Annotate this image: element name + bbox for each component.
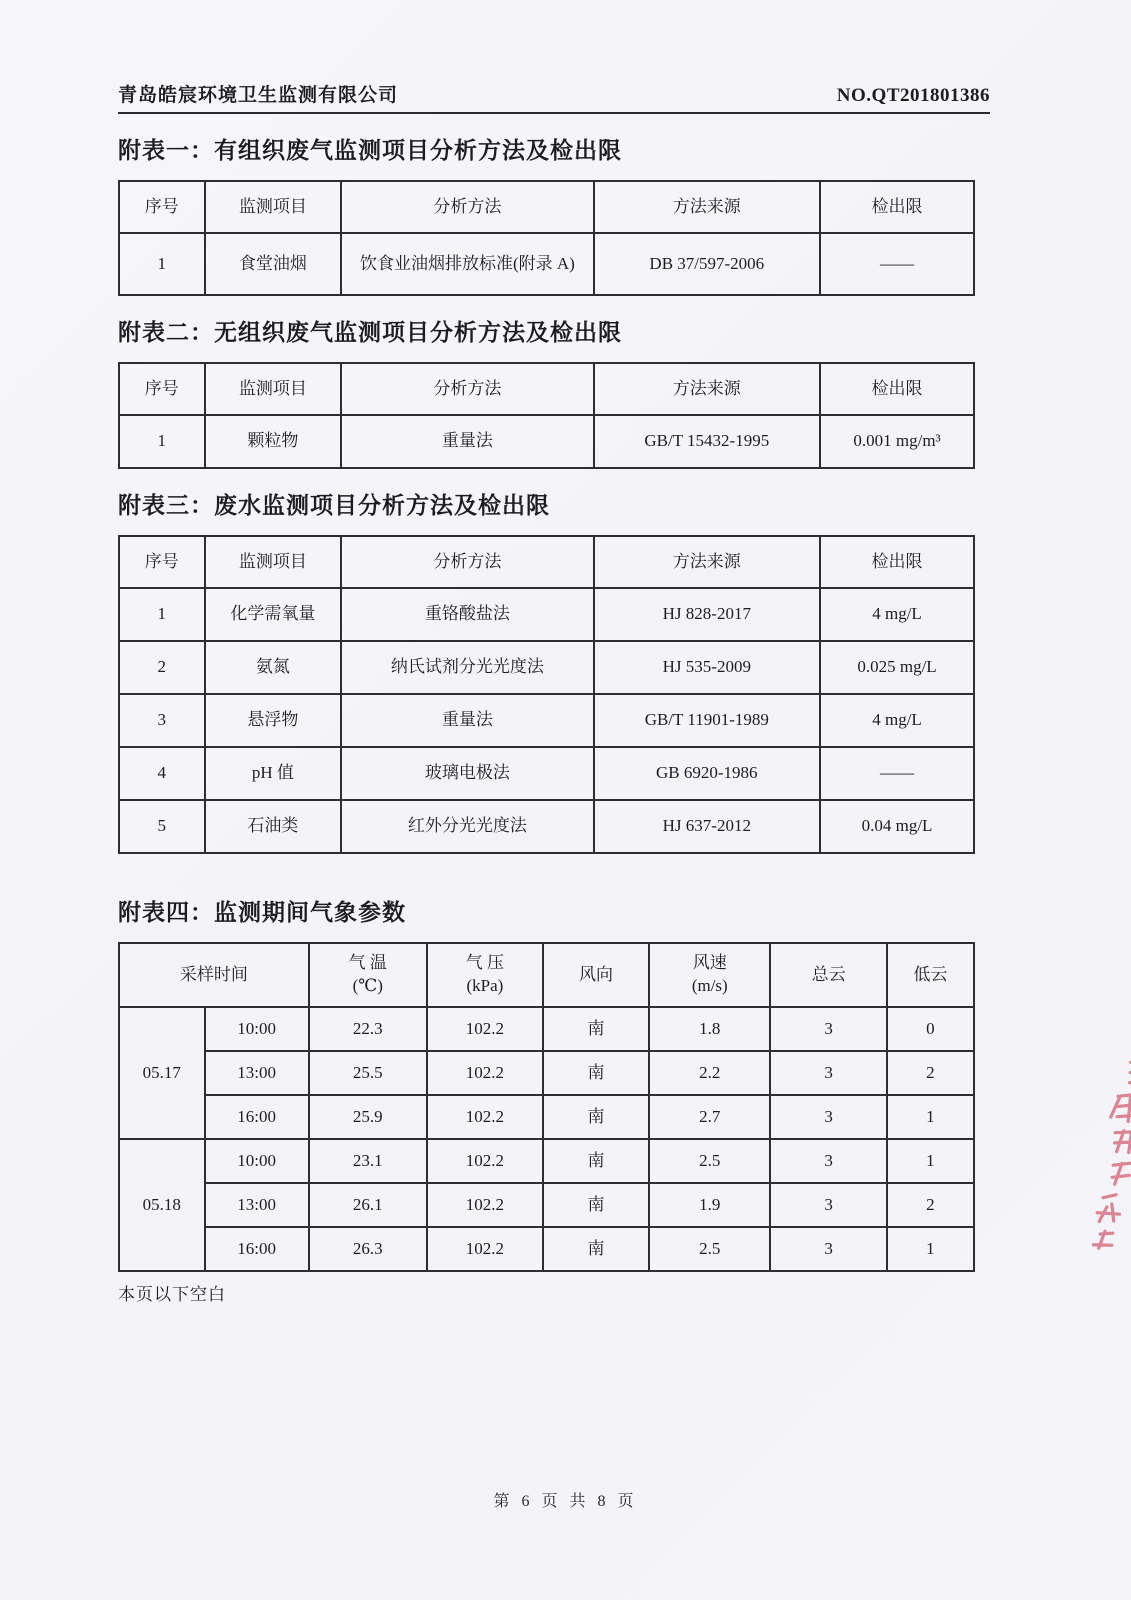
table-row bbox=[119, 641, 974, 694]
cell-low-cloud: 0 bbox=[887, 1007, 974, 1051]
page-content bbox=[118, 0, 990, 1305]
cell-seq: 1 bbox=[119, 233, 205, 295]
cell-low-cloud: 2 bbox=[887, 1051, 974, 1095]
cell-source: GB/T 11901-1989 bbox=[594, 694, 821, 747]
section-title-table2: 附表二：无组织废气监测项目分析方法及检出限 bbox=[118, 319, 622, 345]
col-header-low-cloud: 低云 bbox=[887, 943, 974, 1007]
cell-low-cloud: 2 bbox=[887, 1183, 974, 1227]
col-header-method: 分析方法 bbox=[341, 181, 593, 233]
col-header-wind-speed bbox=[649, 943, 770, 1007]
col-header-wind-direction: 风向 bbox=[543, 943, 649, 1007]
cell-item: pH 值 bbox=[205, 747, 342, 800]
cell-temperature: 26.3 bbox=[309, 1227, 427, 1271]
table-header-row bbox=[119, 536, 974, 588]
cell-limit: 0.04 mg/L bbox=[820, 800, 974, 853]
wind-speed-label: 风速 bbox=[692, 953, 727, 973]
report-number: NO.QT201801386 bbox=[836, 85, 990, 106]
table-row bbox=[119, 1139, 974, 1183]
cell-date: 05.18 bbox=[119, 1139, 205, 1271]
col-header-total-cloud: 总云 bbox=[770, 943, 886, 1007]
cell-wind-speed: 1.9 bbox=[649, 1183, 770, 1227]
pressure-unit: (kPa) bbox=[466, 976, 504, 995]
table-row bbox=[119, 415, 974, 468]
table-row bbox=[119, 800, 974, 853]
cell-temperature: 25.5 bbox=[309, 1051, 427, 1095]
col-header-method: 分析方法 bbox=[341, 363, 593, 415]
cell-source: GB 6920-1986 bbox=[594, 747, 821, 800]
col-header-source: 方法来源 bbox=[594, 363, 821, 415]
cell-time: 16:00 bbox=[205, 1227, 309, 1271]
cell-wind-direction: 南 bbox=[543, 1227, 649, 1271]
cell-pressure: 102.2 bbox=[427, 1051, 543, 1095]
col-header-limit: 检出限 bbox=[820, 181, 974, 233]
cell-limit: 0.025 mg/L bbox=[820, 641, 974, 694]
col-header-pressure bbox=[427, 943, 543, 1007]
cell-seq: 1 bbox=[119, 588, 205, 641]
cell-temperature: 26.1 bbox=[309, 1183, 427, 1227]
cell-wind-speed: 2.5 bbox=[649, 1139, 770, 1183]
section-title-table3: 附表三：废水监测项目分析方法及检出限 bbox=[118, 492, 550, 518]
cell-time: 10:00 bbox=[205, 1139, 309, 1183]
cell-item: 食堂油烟 bbox=[205, 233, 342, 295]
blank-below-note: 本页以下空白 bbox=[118, 1285, 226, 1304]
cell-method: 玻璃电极法 bbox=[341, 747, 593, 800]
table-row bbox=[119, 233, 974, 295]
document-header bbox=[118, 0, 990, 114]
cell-wind-speed: 2.7 bbox=[649, 1095, 770, 1139]
cell-method: 饮食业油烟排放标准(附录 A) bbox=[341, 233, 593, 295]
cell-method: 重量法 bbox=[341, 694, 593, 747]
cell-pressure: 102.2 bbox=[427, 1183, 543, 1227]
table-header-row bbox=[119, 181, 974, 233]
cell-pressure: 102.2 bbox=[427, 1007, 543, 1051]
stamp-fragment-icon bbox=[1059, 1022, 1131, 1257]
cell-item: 颗粒物 bbox=[205, 415, 342, 468]
col-header-source: 方法来源 bbox=[594, 536, 821, 588]
cell-item: 化学需氧量 bbox=[205, 588, 342, 641]
cell-total-cloud: 3 bbox=[770, 1007, 886, 1051]
col-header-seq: 序号 bbox=[119, 181, 205, 233]
temperature-unit: (℃) bbox=[352, 976, 383, 995]
col-header-temperature bbox=[309, 943, 427, 1007]
company-name: 青岛皓宸环境卫生监测有限公司 bbox=[118, 85, 399, 106]
cell-seq: 5 bbox=[119, 800, 205, 853]
col-header-seq: 序号 bbox=[119, 363, 205, 415]
cell-pressure: 102.2 bbox=[427, 1227, 543, 1271]
cell-wind-direction: 南 bbox=[543, 1007, 649, 1051]
cell-time: 10:00 bbox=[205, 1007, 309, 1051]
table-row bbox=[119, 1183, 974, 1227]
cell-pressure: 102.2 bbox=[427, 1139, 543, 1183]
cell-limit: —— bbox=[820, 747, 974, 800]
cell-item: 石油类 bbox=[205, 800, 342, 853]
table-header-row bbox=[119, 943, 974, 1007]
table-row bbox=[119, 588, 974, 641]
table-row bbox=[119, 1007, 974, 1051]
cell-wind-direction: 南 bbox=[543, 1051, 649, 1095]
page-footer: 第 6 页 共 8 页 bbox=[493, 1493, 638, 1510]
cell-method: 纳氏试剂分光光度法 bbox=[341, 641, 593, 694]
col-header-method: 分析方法 bbox=[341, 536, 593, 588]
section-title-table1: 附表一：有组织废气监测项目分析方法及检出限 bbox=[118, 137, 622, 163]
cell-low-cloud: 1 bbox=[887, 1095, 974, 1139]
col-header-seq: 序号 bbox=[119, 536, 205, 588]
cell-wind-direction: 南 bbox=[543, 1183, 649, 1227]
cell-pressure: 102.2 bbox=[427, 1095, 543, 1139]
table-organized-exhaust bbox=[118, 180, 975, 296]
cell-temperature: 25.9 bbox=[309, 1095, 427, 1139]
table-header-row bbox=[119, 363, 974, 415]
cell-source: DB 37/597-2006 bbox=[594, 233, 821, 295]
cell-limit: 0.001 mg/m³ bbox=[820, 415, 974, 468]
cell-seq: 3 bbox=[119, 694, 205, 747]
col-header-limit: 检出限 bbox=[820, 363, 974, 415]
cell-wind-direction: 南 bbox=[543, 1095, 649, 1139]
cell-total-cloud: 3 bbox=[770, 1183, 886, 1227]
cell-total-cloud: 3 bbox=[770, 1051, 886, 1095]
col-header-item: 监测项目 bbox=[205, 181, 342, 233]
cell-wind-speed: 2.5 bbox=[649, 1227, 770, 1271]
table-weather-params bbox=[118, 942, 975, 1272]
cell-source: HJ 637-2012 bbox=[594, 800, 821, 853]
table-row bbox=[119, 1051, 974, 1095]
cell-time: 13:00 bbox=[205, 1183, 309, 1227]
cell-source: HJ 535-2009 bbox=[594, 641, 821, 694]
cell-wind-speed: 2.2 bbox=[649, 1051, 770, 1095]
section-title-table4: 附表四：监测期间气象参数 bbox=[118, 899, 406, 925]
table-row bbox=[119, 1095, 974, 1139]
cell-total-cloud: 3 bbox=[770, 1139, 886, 1183]
pressure-label: 气 压 bbox=[465, 953, 505, 973]
col-header-sample-time: 采样时间 bbox=[119, 943, 309, 1007]
cell-seq: 2 bbox=[119, 641, 205, 694]
temperature-label: 气 温 bbox=[348, 953, 387, 973]
col-header-item: 监测项目 bbox=[205, 363, 342, 415]
cell-total-cloud: 3 bbox=[770, 1095, 886, 1139]
cell-method: 重量法 bbox=[341, 415, 593, 468]
table-wastewater bbox=[118, 535, 975, 854]
cell-source: HJ 828-2017 bbox=[594, 588, 821, 641]
table-unorganized-exhaust bbox=[118, 362, 975, 469]
cell-seq: 4 bbox=[119, 747, 205, 800]
cell-temperature: 22.3 bbox=[309, 1007, 427, 1051]
cell-total-cloud: 3 bbox=[770, 1227, 886, 1271]
cell-limit: —— bbox=[820, 233, 974, 295]
table-row bbox=[119, 747, 974, 800]
cell-low-cloud: 1 bbox=[887, 1139, 974, 1183]
cell-wind-direction: 南 bbox=[543, 1139, 649, 1183]
cell-item: 氨氮 bbox=[205, 641, 342, 694]
cell-limit: 4 mg/L bbox=[820, 588, 974, 641]
cell-time: 16:00 bbox=[205, 1095, 309, 1139]
cell-temperature: 23.1 bbox=[309, 1139, 427, 1183]
col-header-source: 方法来源 bbox=[594, 181, 821, 233]
wind-speed-unit: (m/s) bbox=[691, 976, 728, 995]
col-header-limit: 检出限 bbox=[820, 536, 974, 588]
cell-time: 13:00 bbox=[205, 1051, 309, 1095]
table-row bbox=[119, 694, 974, 747]
cell-wind-speed: 1.8 bbox=[649, 1007, 770, 1051]
cell-limit: 4 mg/L bbox=[820, 694, 974, 747]
cell-low-cloud: 1 bbox=[887, 1227, 974, 1271]
cell-method: 红外分光光度法 bbox=[341, 800, 593, 853]
cell-seq: 1 bbox=[119, 415, 205, 468]
col-header-item: 监测项目 bbox=[205, 536, 342, 588]
cell-date: 05.17 bbox=[119, 1007, 205, 1139]
cell-method: 重铬酸盐法 bbox=[341, 588, 593, 641]
cell-item: 悬浮物 bbox=[205, 694, 342, 747]
table-row bbox=[119, 1227, 974, 1271]
cell-source: GB/T 15432-1995 bbox=[594, 415, 821, 468]
